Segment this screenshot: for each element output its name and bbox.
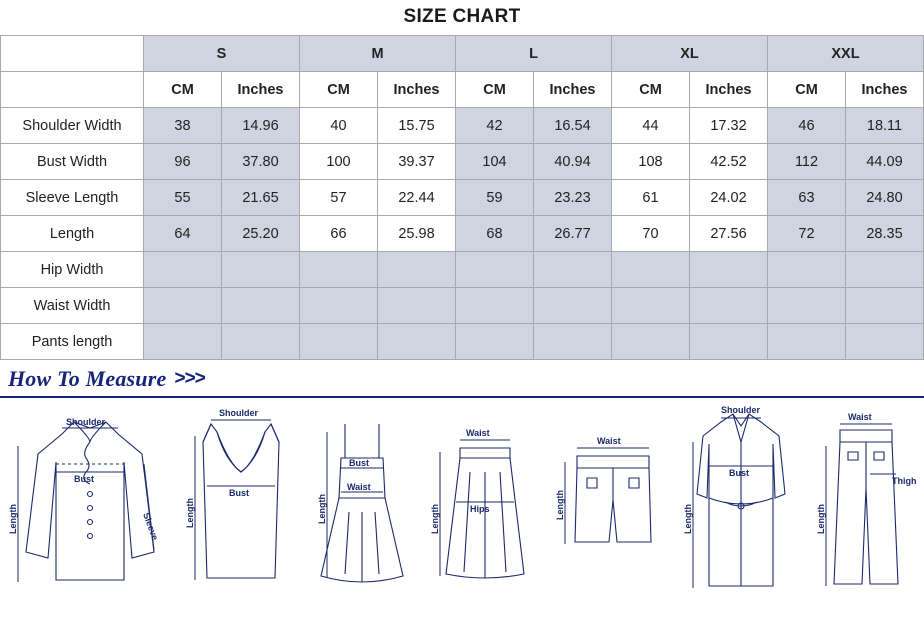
table-row-units [1, 72, 924, 108]
unit-cm-m: CM [300, 72, 378, 108]
page-title: SIZE CHART [403, 6, 521, 27]
pants-label-thigh: Thigh [891, 476, 917, 486]
cell-sleeve-xl-cm: 61 [612, 180, 690, 216]
cell-shoulder-xxl-in: 18.11 [846, 108, 924, 144]
size-header-xxl: XXL [768, 36, 924, 72]
cell-length-s-cm: 64 [144, 216, 222, 252]
cell-sleeve-l-cm: 59 [456, 180, 534, 216]
cell-bust-l-cm: 104 [456, 144, 534, 180]
blouse-diagram [4, 402, 176, 598]
skirt-diagram [426, 402, 544, 598]
unit-inches-xxl: Inches [846, 72, 924, 108]
figure-skater-dress [307, 402, 417, 603]
cell-bust-xl-in: 42.52 [690, 144, 768, 180]
cell-hip-xxl-cm [768, 252, 846, 288]
unit-inches-s: Inches [222, 72, 300, 108]
unit-cm-xxl: CM [768, 72, 846, 108]
cell-hip-l-cm [456, 252, 534, 288]
skirt-label-waist: Waist [465, 428, 490, 438]
cell-sleeve-m-cm: 57 [300, 180, 378, 216]
cell-bust-m-in: 39.37 [378, 144, 456, 180]
shorts-diagram [553, 402, 671, 598]
pants-label-waist: Waist [847, 412, 872, 422]
size-header-l: L [456, 36, 612, 72]
row-label-hip-width: Hip Width [1, 252, 144, 288]
pants-label-length: Length [815, 504, 826, 534]
cell-bust-s-cm: 96 [144, 144, 222, 180]
cell-shoulder-l-cm: 42 [456, 108, 534, 144]
figure-skirt [426, 402, 544, 603]
cell-shoulder-m-cm: 40 [300, 108, 378, 144]
cell-length-m-in: 25.98 [378, 216, 456, 252]
cell-pants-l-cm [456, 324, 534, 360]
cell-length-l-in: 26.77 [534, 216, 612, 252]
cell-length-m-cm: 66 [300, 216, 378, 252]
skater-label-bust: Bust [348, 458, 369, 468]
coat-label-length: Length [682, 504, 693, 534]
cell-waist-m-in [378, 288, 456, 324]
row-label-bust-width: Bust Width [1, 144, 144, 180]
size-header-s: S [144, 36, 300, 72]
cell-shoulder-xxl-cm: 46 [768, 108, 846, 144]
cell-bust-xxl-in: 44.09 [846, 144, 924, 180]
cell-pants-m-in [378, 324, 456, 360]
row-label-pants-length: Pants length [1, 324, 144, 360]
camisole-label-length: Length [185, 498, 196, 528]
cell-shoulder-s-cm: 38 [144, 108, 222, 144]
cell-pants-xl-cm [612, 324, 690, 360]
skirt-label-length: Length [429, 504, 440, 534]
figure-blouse [4, 402, 176, 603]
skater-dress-diagram [307, 402, 417, 598]
pants-diagram [810, 402, 920, 598]
cell-shoulder-m-in: 15.75 [378, 108, 456, 144]
cell-bust-l-in: 40.94 [534, 144, 612, 180]
cell-length-s-in: 25.20 [222, 216, 300, 252]
table-row [1, 216, 924, 252]
coat-diagram [681, 402, 801, 598]
row-label-sleeve-length: Sleeve Length [1, 180, 144, 216]
unit-cm-l: CM [456, 72, 534, 108]
cell-pants-l-in [534, 324, 612, 360]
cell-sleeve-l-in: 23.23 [534, 180, 612, 216]
cell-pants-xxl-cm [768, 324, 846, 360]
cell-pants-s-cm [144, 324, 222, 360]
cell-shoulder-s-in: 14.96 [222, 108, 300, 144]
cell-waist-m-cm [300, 288, 378, 324]
row-label-length: Length [1, 216, 144, 252]
cell-waist-l-in [534, 288, 612, 324]
camisole-diagram [185, 402, 297, 598]
cell-shoulder-xl-cm: 44 [612, 108, 690, 144]
row-label-waist-width: Waist Width [1, 288, 144, 324]
cell-pants-s-in [222, 324, 300, 360]
table-corner-cell [1, 36, 144, 72]
figure-pants [810, 402, 920, 603]
cell-length-xl-in: 27.56 [690, 216, 768, 252]
coat-label-shoulder: Shoulder [720, 405, 760, 415]
table-row [1, 288, 924, 324]
shorts-label-length: Length [555, 490, 566, 520]
cell-pants-m-cm [300, 324, 378, 360]
cell-sleeve-s-cm: 55 [144, 180, 222, 216]
cell-sleeve-xxl-cm: 63 [768, 180, 846, 216]
unit-cm-xl: CM [612, 72, 690, 108]
cell-pants-xxl-in [846, 324, 924, 360]
table-row [1, 180, 924, 216]
cell-bust-xl-cm: 108 [612, 144, 690, 180]
camisole-label-shoulder: Shoulder [219, 408, 259, 418]
cell-sleeve-m-in: 22.44 [378, 180, 456, 216]
cell-length-l-cm: 68 [456, 216, 534, 252]
cell-sleeve-xxl-in: 24.80 [846, 180, 924, 216]
skirt-label-hips: Hips [469, 504, 490, 514]
table-row [1, 108, 924, 144]
blouse-label-bust: Bust [74, 474, 94, 484]
cell-hip-xl-cm [612, 252, 690, 288]
cell-bust-xxl-cm: 112 [768, 144, 846, 180]
blouse-label-sleeve: Sleeve [141, 511, 161, 542]
cell-waist-xl-cm [612, 288, 690, 324]
unit-inches-m: Inches [378, 72, 456, 108]
table-row-sizes [1, 36, 924, 72]
unit-corner-cell [1, 72, 144, 108]
how-to-measure-label: How To Measure [8, 366, 167, 391]
size-chart-table [0, 35, 924, 360]
cell-hip-xl-in [690, 252, 768, 288]
cell-waist-xxl-in [846, 288, 924, 324]
how-to-measure-heading [0, 360, 924, 394]
cell-hip-m-cm [300, 252, 378, 288]
measurement-figures [0, 398, 924, 603]
cell-waist-l-cm [456, 288, 534, 324]
cell-hip-l-in [534, 252, 612, 288]
cell-waist-xl-in [690, 288, 768, 324]
cell-shoulder-xl-in: 17.32 [690, 108, 768, 144]
cell-bust-m-cm: 100 [300, 144, 378, 180]
cell-pants-xl-in [690, 324, 768, 360]
cell-sleeve-xl-in: 24.02 [690, 180, 768, 216]
unit-inches-l: Inches [534, 72, 612, 108]
cell-bust-s-in: 37.80 [222, 144, 300, 180]
figure-shorts [553, 402, 671, 603]
camisole-label-bust: Bust [229, 488, 250, 498]
cell-waist-s-in [222, 288, 300, 324]
figure-camisole [185, 402, 297, 603]
cell-hip-m-in [378, 252, 456, 288]
cell-hip-s-in [222, 252, 300, 288]
skater-label-waist: Waist [346, 482, 371, 492]
cell-waist-s-cm [144, 288, 222, 324]
row-label-shoulder-width: Shoulder Width [1, 108, 144, 144]
cell-waist-xxl-cm [768, 288, 846, 324]
coat-label-bust: Bust [728, 468, 749, 478]
table-row [1, 144, 924, 180]
unit-inches-xl: Inches [690, 72, 768, 108]
blouse-label-length: Length [8, 504, 18, 534]
table-row [1, 252, 924, 288]
size-header-xl: XL [612, 36, 768, 72]
cell-shoulder-l-in: 16.54 [534, 108, 612, 144]
blouse-label-shoulder: Shoulder [66, 417, 106, 427]
table-row [1, 324, 924, 360]
cell-hip-s-cm [144, 252, 222, 288]
cell-length-xxl-in: 28.35 [846, 216, 924, 252]
unit-cm-s: CM [144, 72, 222, 108]
shorts-label-waist: Waist [597, 436, 621, 446]
skater-label-length: Length [316, 494, 327, 524]
figure-coat [681, 402, 801, 603]
cell-length-xxl-cm: 72 [768, 216, 846, 252]
cell-hip-xxl-in [846, 252, 924, 288]
arrows-icon: >>> [174, 368, 205, 389]
cell-sleeve-s-in: 21.65 [222, 180, 300, 216]
cell-length-xl-cm: 70 [612, 216, 690, 252]
size-header-m: M [300, 36, 456, 72]
